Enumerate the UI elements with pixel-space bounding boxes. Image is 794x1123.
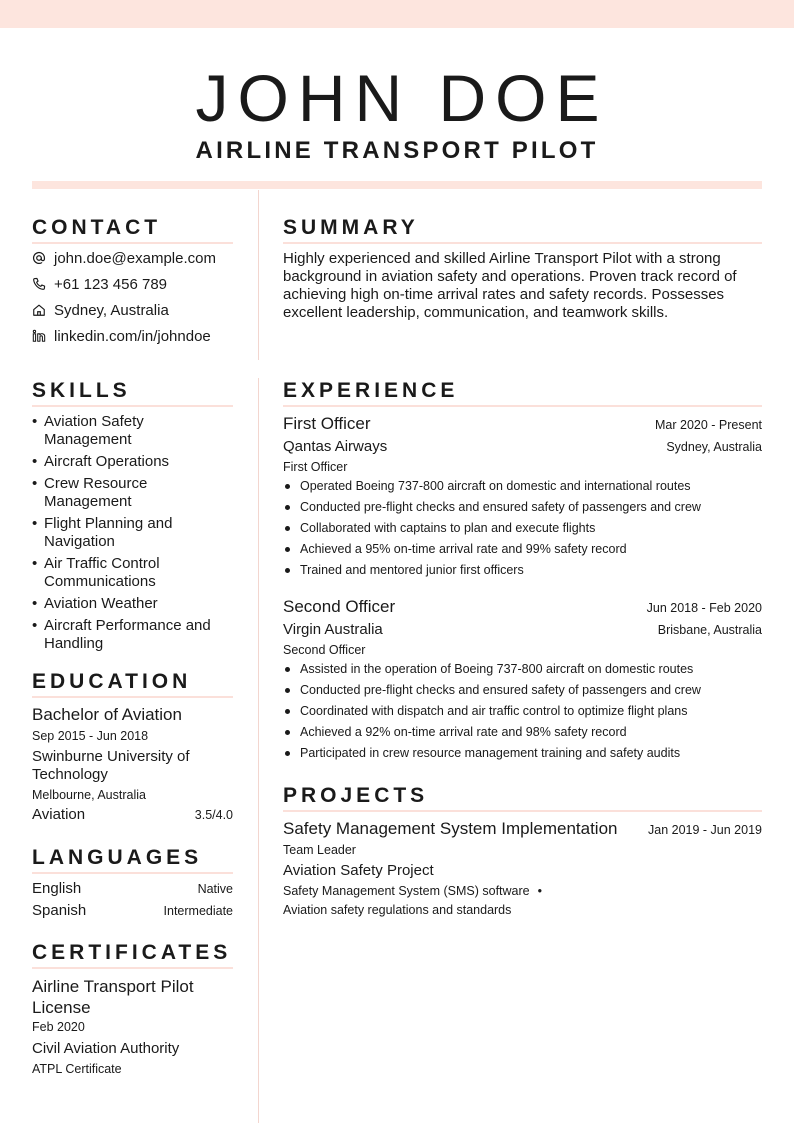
- certificate-code: ATPL Certificate: [32, 1062, 122, 1076]
- education-degree: Bachelor of Aviation: [32, 705, 182, 724]
- job-bullet: Operated Boeing 737-800 aircraft on domestic and international routes: [283, 478, 763, 494]
- job-subtitle: Second Officer: [283, 643, 366, 657]
- education-gpa: 3.5/4.0: [194, 808, 233, 822]
- job-company-row: [283, 621, 762, 639]
- education-field-row: [32, 806, 233, 824]
- column-divider-lower: [258, 378, 259, 1123]
- skill-item: • Flight Planning and Navigation: [32, 515, 173, 550]
- project-tool: Aviation safety regulations and standards: [283, 903, 512, 917]
- certificate-issuer: Civil Aviation Authority: [32, 1040, 180, 1057]
- skill-item: • Aviation Weather: [32, 595, 158, 612]
- job-bullet: Participated in crew resource management training and safety audits: [283, 745, 763, 761]
- language-row: English Native: [32, 880, 233, 897]
- summary-heading: SUMMARY: [283, 216, 762, 244]
- education-location: Melbourne, Australia: [32, 788, 146, 802]
- job-location: Brisbane, Australia: [657, 623, 762, 637]
- job-role: First Officer: [283, 414, 371, 433]
- column-divider-upper: [258, 190, 259, 360]
- project-role: Team Leader: [283, 843, 356, 857]
- job-header: [283, 597, 762, 617]
- skill-item: • Aircraft Performance and Handling: [32, 617, 211, 652]
- job-bullet: Conducted pre-flight checks and ensured safety of passengers and crew: [283, 682, 763, 698]
- candidate-name: JOHN DOE: [195, 61, 609, 135]
- project-tool: Safety Management System (SMS) software •: [283, 884, 543, 898]
- certificate-name: Airline Transport Pilot License: [32, 977, 194, 1017]
- job-bullet: Achieved a 92% on-time arrival rate and 98% safety record: [283, 724, 763, 740]
- job-bullet: Collaborated with captains to plan and execute flights: [283, 520, 763, 536]
- linkedin-icon: [32, 329, 54, 343]
- language-row: Spanish Intermediate: [32, 902, 233, 919]
- contact-heading: CONTACT: [32, 216, 233, 244]
- contact-linkedin[interactable]: [32, 326, 211, 346]
- summary-text: Highly experienced and skilled Airline Transport Pilot with a strong background in aviation safety and operations. Proven track record of achieving high on-time arrival rates and safety records. Possesses excellent leadership, communication, and teamwork skills.: [283, 250, 737, 321]
- job-location: Sydney, Australia: [666, 440, 762, 454]
- resume-header: [0, 62, 794, 166]
- job-dates: Mar 2020 - Present: [655, 418, 762, 432]
- home-icon: [32, 303, 54, 317]
- contact-email-text: john.doe@example.com: [54, 249, 216, 267]
- header-divider: [32, 181, 762, 189]
- education-field: Aviation: [32, 806, 86, 823]
- contact-phone[interactable]: [32, 274, 167, 294]
- education-school: Swinburne University of Technology: [32, 748, 190, 783]
- contact-email[interactable]: [32, 248, 216, 268]
- languages-heading: LANGUAGES: [32, 846, 233, 874]
- experience-heading: EXPERIENCE: [283, 379, 762, 407]
- job-bullet: Trained and mentored junior first officers: [283, 562, 763, 578]
- job-bullet: Coordinated with dispatch and air traffic control to optimize flight plans: [283, 703, 763, 719]
- top-accent-band: [0, 0, 794, 28]
- projects-heading: PROJECTS: [283, 784, 762, 812]
- job-company: Qantas Airways: [283, 438, 388, 455]
- skill-item: • Crew Resource Management: [32, 475, 148, 510]
- contact-linkedin-text: linkedin.com/in/johndoe: [54, 327, 211, 345]
- job-role: Second Officer: [283, 597, 396, 616]
- contact-phone-text: +61 123 456 789: [54, 275, 168, 293]
- phone-icon: [32, 277, 54, 291]
- certificates-heading: CERTIFICATES: [32, 941, 233, 969]
- candidate-title: AIRLINE TRANSPORT PILOT: [195, 137, 599, 164]
- job-company-row: [283, 438, 762, 456]
- contact-location-text: Sydney, Australia: [54, 301, 169, 319]
- project-header: [283, 819, 762, 839]
- at-icon: [32, 251, 54, 265]
- skill-item: • Aircraft Operations: [32, 453, 170, 470]
- education-heading: EDUCATION: [32, 670, 233, 698]
- job-bullet: Achieved a 95% on-time arrival rate and 99% safety record: [283, 541, 763, 557]
- project-subtitle: Aviation Safety Project: [283, 862, 434, 879]
- project-name: Safety Management System Implementation: [283, 819, 618, 838]
- skill-item: • Aviation Safety Management: [32, 413, 144, 448]
- job-header: [283, 414, 762, 434]
- job-bullet: Assisted in the operation of Boeing 737-800 aircraft on domestic routes: [283, 661, 763, 677]
- job-bullet: Conducted pre-flight checks and ensured safety of passengers and crew: [283, 499, 763, 515]
- skill-item: • Air Traffic Control Communications: [32, 555, 160, 590]
- education-dates: Sep 2015 - Jun 2018: [32, 729, 149, 743]
- job-dates: Jun 2018 - Feb 2020: [646, 601, 762, 615]
- job-company: Virgin Australia: [283, 621, 383, 638]
- project-dates: Jan 2019 - Jun 2019: [648, 823, 762, 837]
- job-subtitle: First Officer: [283, 460, 348, 474]
- skills-heading: SKILLS: [32, 379, 233, 407]
- certificate-date: Feb 2020: [32, 1020, 85, 1034]
- contact-location: [32, 300, 169, 320]
